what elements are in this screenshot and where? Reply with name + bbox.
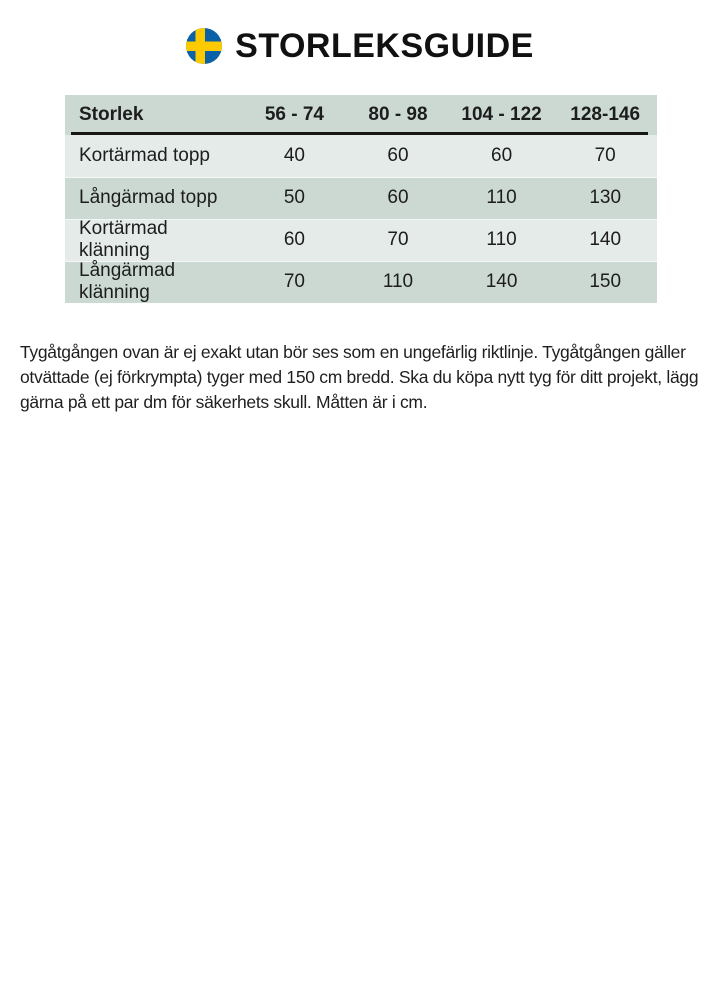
column-header-size-56-74: 56 - 74	[264, 104, 324, 125]
table-row	[65, 177, 657, 219]
column-header-storlek: Storlek	[79, 104, 144, 125]
cell-value: 140	[589, 229, 622, 250]
column-header-size-104-122: 104 - 122	[461, 104, 542, 125]
row-label: Långärmad klänning	[79, 260, 176, 303]
cell-value: 110	[486, 229, 517, 250]
cell-value: 110	[382, 271, 414, 292]
swedish-flag-icon	[186, 28, 222, 64]
cell-value: 60	[387, 187, 409, 208]
cell-value: 150	[589, 271, 622, 292]
cell-value: 130	[589, 187, 622, 208]
cell-value: 140	[485, 271, 518, 292]
row-label: Långärmad topp	[79, 187, 218, 208]
table-header-row	[65, 95, 657, 135]
cell-value: 60	[387, 145, 409, 166]
cell-value: 60	[491, 145, 513, 166]
cell-value: 50	[283, 187, 305, 208]
cell-value: 70	[594, 145, 616, 166]
row-label: Kortärmad klänning	[79, 218, 168, 261]
cell-value: 60	[283, 229, 305, 250]
column-header-size-80-98: 80 - 98	[368, 104, 428, 125]
cell-value: 110	[486, 187, 517, 208]
page-title: STORLEKSGUIDE	[235, 26, 534, 65]
table-row	[65, 219, 657, 261]
masthead	[0, 24, 720, 68]
note-text: Tygåtgången ovan är ej exakt utan bör ses som en ungefärlig riktlinje. Tygåtgången gäller otvättade (ej förkrympta) tyger med 150 cm bredd. Ska du köpa nytt tyg för ditt projekt, lägg gärna på ett par dm för säkerhets skull. Måtten är i cm.	[20, 342, 699, 412]
column-header-size-128-146: 128-146	[570, 104, 641, 125]
cell-value: 70	[283, 271, 305, 292]
table-row	[65, 261, 657, 303]
cell-value: 40	[283, 145, 305, 166]
table-row	[65, 135, 657, 177]
cell-value: 70	[387, 229, 409, 250]
size-table	[65, 95, 657, 303]
row-label: Kortärmad topp	[79, 145, 210, 166]
